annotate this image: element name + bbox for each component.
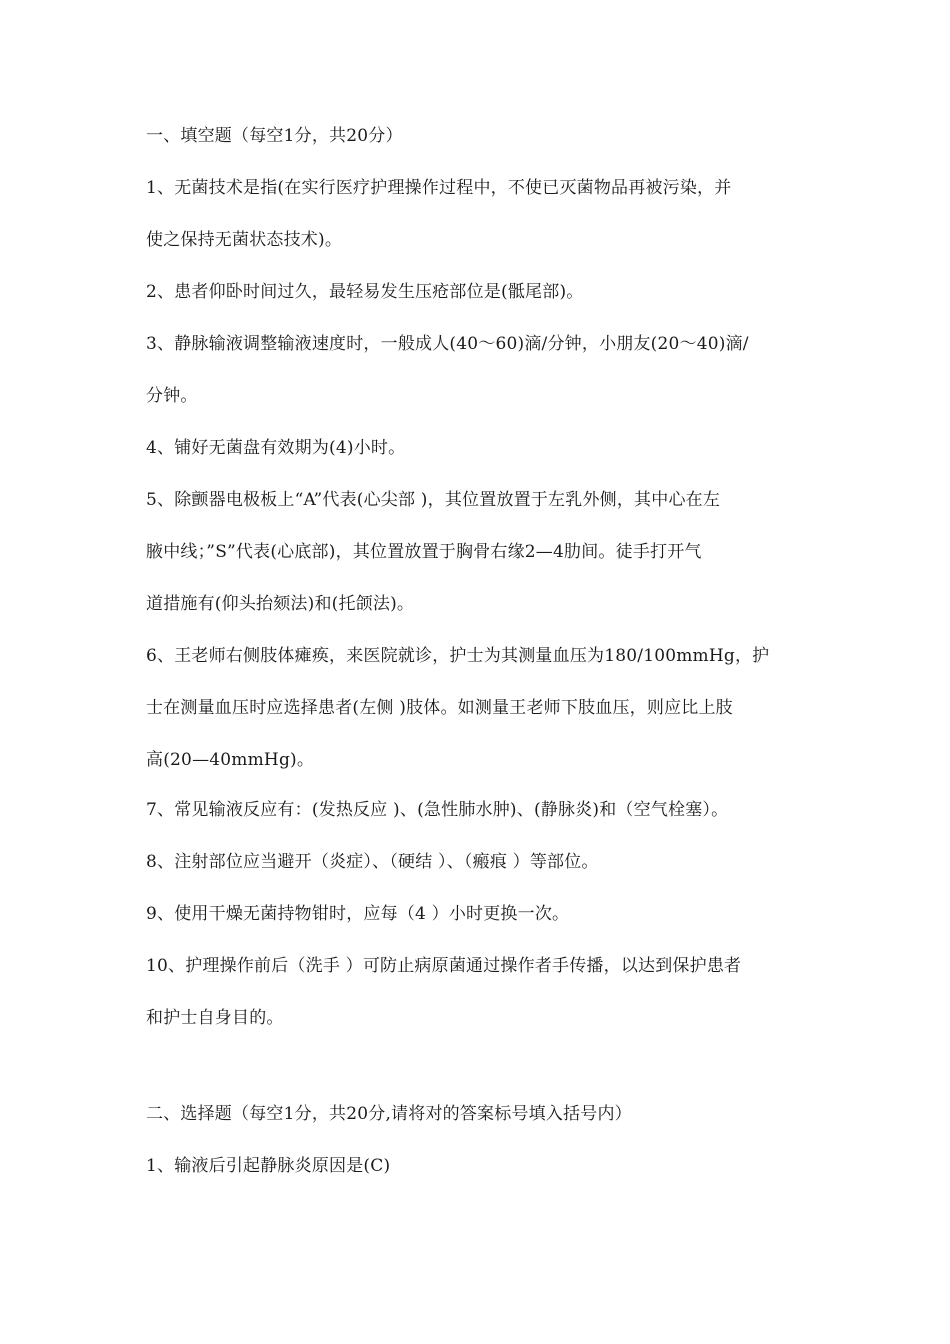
text-line: 使之保持无菌状态技术)。	[146, 230, 343, 250]
text-line: 7、常见输液反应有：(发热反应 )、(急性肺水肿)、(静脉炎)和（空气栓塞）。	[146, 800, 729, 820]
text-line: 4、铺好无菌盘有效期为(4)小时。	[146, 438, 406, 458]
text-line: 2、患者仰卧时间过久，最轻易发生压疮部位是(骶尾部)。	[146, 282, 584, 302]
text-line: 道措施有(仰头抬颏法)和(托颌法)。	[146, 594, 415, 614]
text-line: 10、护理操作前后（洗手 ）可防止病原菌通过操作者手传播，以达到保护患者	[146, 956, 742, 976]
text-line: 8、注射部位应当避开（炎症）、（硬结 ）、（瘢痕 ）等部位。	[146, 852, 599, 872]
text-line: 腋中线；”S”代表(心底部)，其位置放置于胸骨右缘2—4肋间。徒手打开气	[146, 542, 702, 562]
text-line: 6、王老师右侧肢体瘫痪，来医院就诊，护士为其测量血压为180/100mmHg，护	[146, 646, 770, 666]
section-heading-fill-in: 一、填空题（每空1分，共20分）	[146, 126, 403, 146]
text-line: 分钟。	[146, 386, 198, 406]
text-line: 1、输液后引起静脉炎原因是(C)	[146, 1156, 391, 1176]
text-line: 1、无菌技术是指(在实行医疗护理操作过程中，不使已灭菌物品再被污染，并	[146, 178, 732, 198]
text-line: 和护士自身目的。	[146, 1008, 284, 1028]
text-line: 5、除颤器电极板上“A”代表(心尖部 )，其位置放置于左乳外侧，其中心在左	[146, 490, 721, 510]
text-line: 高(20—40mmHg)。	[146, 750, 315, 770]
text-line: 士在测量血压时应选择患者(左侧 )肢体。如测量王老师下肢血压，则应比上肢	[146, 698, 733, 718]
text-line: 9、使用干燥无菌持物钳时，应每（4 ）小时更换一次。	[146, 904, 570, 924]
section-heading-choice: 二、选择题（每空1分，共20分,请将对的答案标号填入括号内）	[146, 1104, 632, 1124]
text-line: 3、静脉输液调整输液速度时，一般成人(40～60)滴/分钟，小朋友(20～40)滴/	[146, 334, 749, 354]
